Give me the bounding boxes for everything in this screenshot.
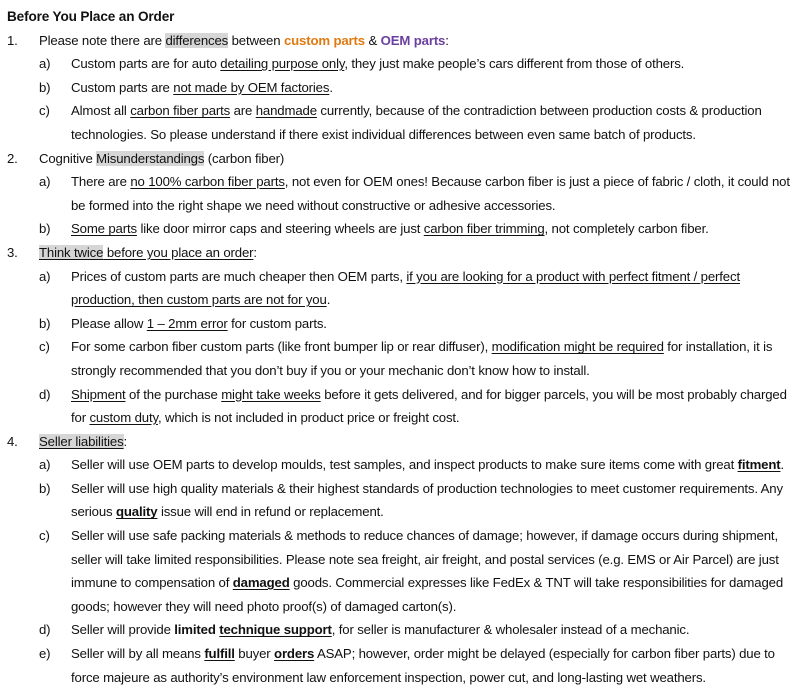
item-letter: c) [39,103,50,119]
section-number: 4. [7,433,18,449]
underlined-text: carbon fiber trimming [423,221,545,237]
item-letter: b) [39,221,51,237]
bold-text: limited [174,622,220,638]
item-letter: c) [39,339,50,355]
section-number: 2. [7,150,18,166]
list-item [7,618,800,642]
item-text: , they just make people’s cars different from those of others. [344,56,685,72]
section-heading [7,147,800,171]
highlighted-text: differences [165,32,229,48]
heading-text: & [364,32,381,48]
item-text: Custom parts are for auto [71,56,221,72]
item-letter: c) [39,528,50,544]
underlined-text: handmade [255,103,317,119]
section-heading [7,241,800,265]
item-text: buyer [234,646,275,662]
underlined-text: custom duty [89,410,158,426]
heading-text: between [228,32,284,48]
item-letter: a) [39,268,51,284]
highlighted-text: Misunderstandings [96,150,205,166]
list-item [7,217,800,241]
item-text: , not completely carbon fiber. [544,221,709,237]
item-text: of the purchase [125,386,222,402]
heading-text: Cognitive [39,150,97,166]
list-item [7,335,800,382]
bold-underlined-text: quality [115,504,158,520]
item-text: ASAP; however, order might be delayed (especially for carbon fiber parts) due to force majeure as authority’s environment law enforcement inspection, power cut, and long-lasting wet weathers. [71,646,775,685]
section-heading [7,29,800,53]
item-text: For some carbon fiber custom parts (like front bumper lip or rear diffuser), [71,339,492,355]
underlined-text: modification might be required [491,339,664,355]
item-text: Almost all [71,103,131,119]
item-text: for installation, it is strongly recommended that you don’t buy if you or your mechanic don’t know how to install. [71,339,773,378]
document-title: Before You Place an Order [7,9,175,24]
item-text: Seller will use OEM parts to develop moulds, test samples, and inspect products to make sure items come with great [71,457,738,473]
item-text: . [326,292,331,308]
underlined-text: not made by OEM factories [173,79,330,95]
underlined-text: 1 – 2mm error [146,315,228,331]
list-item [7,453,800,477]
item-text: before it gets delivered, and for bigger parcels, you will be most probably charged for [71,386,787,426]
item-text: goods. Commercial expresses like FedEx & TNT will take responsibilities for damaged goods; however they will need photo proof(s) of damaged carton(s). [71,575,783,614]
item-letter: d) [39,386,51,402]
underlined-text: Some parts [71,221,137,237]
section-1 [7,29,800,147]
heading-text: Please note there are [39,32,166,48]
underlined-text: if you are looking for a product with perfect fitment / perfect production, then custom parts are not for you [71,268,740,308]
list-item [7,76,800,100]
underlined-text: might take weeks [221,386,321,402]
custom-parts-label: custom parts [283,32,365,48]
item-text: are [230,103,256,119]
item-text: issue will end in refund or replacement. [157,504,384,520]
list-item [7,99,800,146]
item-letter: d) [39,622,51,638]
item-letter: a) [39,174,51,190]
list-item [7,265,800,312]
item-text: Please allow [71,315,147,331]
section-3 [7,241,800,430]
heading-text: : [123,433,128,449]
list-item [7,642,800,689]
item-text: . [329,79,333,95]
item-letter: b) [39,480,51,496]
item-text: Seller will provide [71,622,175,638]
bold-underlined-text: technique support [219,622,332,638]
list-item [7,312,800,336]
heading-text: : [445,32,449,48]
item-letter: a) [39,56,51,72]
item-text: for custom parts. [227,315,327,331]
bold-underlined-text: fitment [737,457,781,473]
item-text: Seller will by all means [71,646,205,662]
oem-parts-label: OEM parts [380,32,446,48]
item-text: currently, because of the contradiction between production costs & production technologies. So please understand if there exist individual differences between even same batch of products. [71,103,762,142]
section-heading [7,430,800,454]
list-item [7,477,800,524]
item-text: Prices of custom parts are much cheaper then OEM parts, [71,268,407,284]
item-text: There are [71,174,131,190]
bold-underlined-text: orders [274,646,315,662]
underlined-text: carbon fiber parts [130,103,231,119]
list-item [7,524,800,618]
underlined-text: detailing purpose only [220,56,345,72]
item-text: Seller will use high quality materials & their highest standards of production technologies to meet customer requirements. Any serious [71,480,783,520]
section-number: 3. [7,244,18,260]
heading-text: : [253,244,257,260]
list-item [7,383,800,430]
section-number: 1. [7,32,18,48]
item-text: . [780,457,785,473]
list-item [7,52,800,76]
section-4 [7,430,800,689]
bold-underlined-text: damaged [232,575,290,591]
item-text: Custom parts are [71,79,174,95]
section-2 [7,147,800,241]
item-text: Seller will use safe packing materials & methods to reduce chances of damage; however, if damage occurs during shipment, seller will take limited responsibilities. Please note sea freight, air freight, and postal services (e.g. EMS or Air Parcel) are just immune to compensation of [71,528,779,591]
item-letter: b) [39,315,51,331]
item-letter: a) [39,457,51,473]
item-text: , for seller is manufacturer & wholesaler instead of a mechanic. [331,622,690,638]
heading-text: (carbon fiber) [204,150,285,166]
underlined-text: no 100% carbon fiber parts [130,174,285,190]
item-text: like door mirror caps and steering wheels are just [136,221,424,237]
item-text: , which is not included in product price or freight cost. [157,410,460,426]
item-letter: b) [39,79,51,95]
underlined-text: Shipment [71,386,126,402]
list-item [7,170,800,217]
item-letter: e) [39,646,51,662]
item-text: , not even for OEM ones! Because carbon fiber is just a piece of fabric / cloth, it could not be formed into the right shape we need without constructive or adhesive accessories. [71,174,790,213]
highlighted-text: Seller liabilities [39,433,124,449]
highlighted-text: Think twice [39,244,104,260]
bold-underlined-text: fulfill [204,646,235,662]
underlined-text: before you place an order [103,244,254,260]
